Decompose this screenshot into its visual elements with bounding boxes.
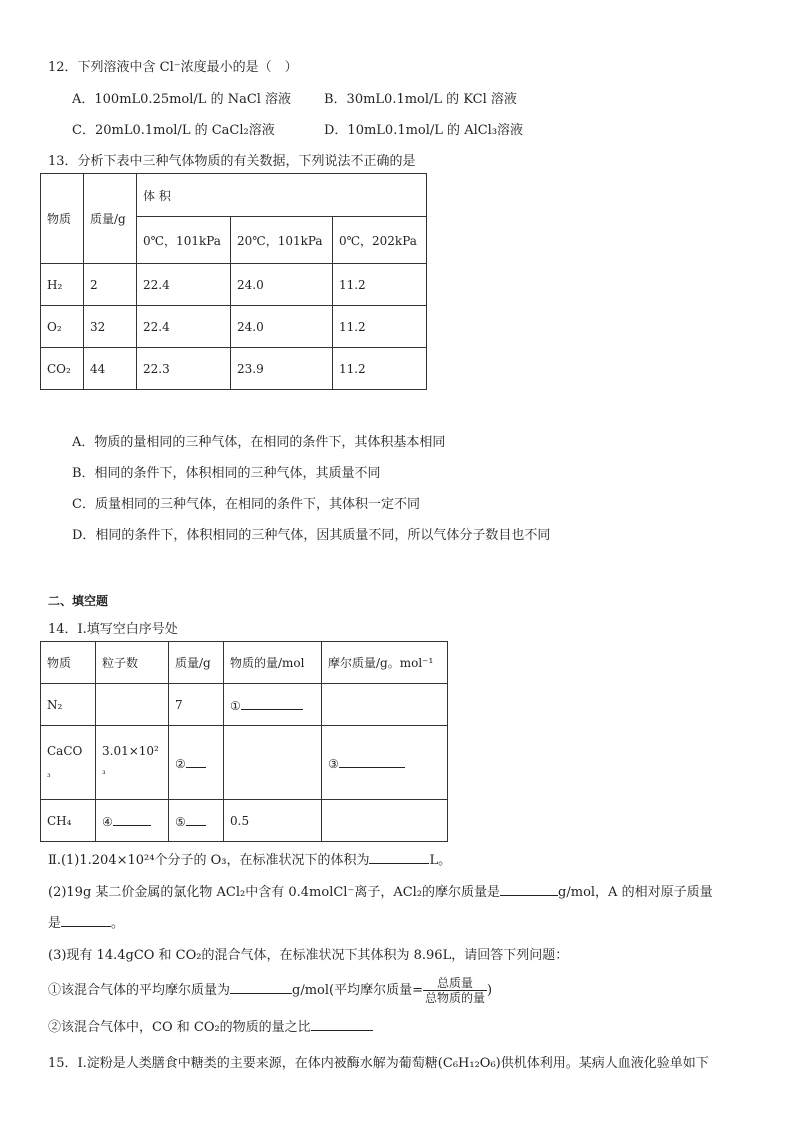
q14-header-molar-mass: 摩尔质量/g。mol⁻¹	[322, 642, 448, 684]
q14-part2-3-1-text-b: g/mol(平均摩尔质量=	[292, 983, 423, 998]
q13-header-mass: 质量/g	[84, 174, 137, 264]
blank-line	[186, 813, 206, 826]
q13-header-substance: 物质	[41, 174, 84, 264]
caco3-sub: ₃	[47, 769, 51, 780]
blank-3-label: ③	[328, 756, 339, 771]
q14-header-particles: 粒子数	[96, 642, 169, 684]
q14-table	[40, 641, 448, 842]
caco3-particles: 3.01×10²	[102, 743, 159, 758]
q14-part2-2-text-d: 。	[111, 916, 125, 931]
row-mass: 2	[84, 264, 137, 306]
q14-part2-3-1-text: ①该混合气体的平均摩尔质量为	[48, 983, 231, 998]
row-v2: 24.0	[231, 264, 333, 306]
table-row	[41, 264, 427, 306]
row-v1: 22.4	[137, 306, 231, 348]
q14-header-substance: 物质	[41, 642, 96, 684]
table-row	[41, 684, 448, 726]
caco3-name-cell	[41, 726, 96, 800]
q14-part2-3-1	[48, 976, 492, 1006]
q14-part2-1-text: Ⅱ.(1)1.204×10²⁴个分子的 O₃，在标准状况下的体积为	[48, 853, 370, 868]
q14-part2-3: (3)现有 14.4gCO 和 CO₂的混合气体，在标准状况下其体积为 8.96L，请回答下列问题：	[48, 948, 569, 963]
section-title: 二、填空题	[48, 594, 109, 608]
row-v3: 11.2	[332, 348, 426, 390]
q14-part2-3-2-text: ②该混合气体中，CO 和 CO₂的物质的量之比	[48, 1020, 311, 1035]
answer-blank[interactable]	[230, 981, 292, 994]
q14-part2-2-cont	[48, 912, 124, 931]
blank-2-label: ②	[175, 756, 186, 771]
fraction-numerator: 总质量	[423, 976, 487, 991]
q13-option-b: B．相同的条件下，体积相同的三种气体，其质量不同	[72, 466, 381, 481]
q12-option-d: D．10mL0.1mol/L 的 AlCl₃溶液	[324, 123, 524, 138]
fraction	[423, 976, 487, 1005]
row-substance: O₂	[41, 306, 84, 348]
q14-part2-2-text: (2)19g 某二价金属的氯化物 ACl₂中含有 0.4molCl⁻离子，ACl₂的摩尔质量是	[48, 885, 501, 900]
ch4-name: CH₄	[41, 800, 96, 842]
answer-blank[interactable]	[500, 883, 558, 896]
blank-1[interactable]	[224, 684, 322, 726]
blank-1-label: ①	[230, 698, 241, 713]
q15-stem: 15．I.淀粉是人类膳食中糖类的主要来源，在体内被酶水解为葡萄糖(C₆H₁₂O₆)供机体利用。某病人血液化验单如下	[48, 1056, 709, 1071]
answer-blank[interactable]	[311, 1018, 373, 1031]
row-v3: 11.2	[332, 264, 426, 306]
n2-particles	[96, 684, 169, 726]
table-row	[41, 800, 448, 842]
table-row	[41, 726, 448, 800]
q13-option-d: D．相同的条件下，体积相同的三种气体，因其质量不同，所以气体分子数目也不同	[72, 528, 551, 543]
blank-4[interactable]	[96, 800, 169, 842]
table-row	[41, 642, 448, 684]
q13-header-volume: 体 积	[137, 174, 427, 217]
q14-part2-3-2	[48, 1016, 373, 1035]
table-row	[41, 306, 427, 348]
answer-blank[interactable]	[61, 914, 111, 927]
q12-option-a: A．100mL0.25mol/L 的 NaCl 溶液	[72, 92, 292, 107]
q14-part2-3-1-close: )	[487, 983, 493, 998]
blank-5[interactable]	[169, 800, 224, 842]
q14-stem: 14．Ⅰ.填写空白序号处	[48, 622, 178, 637]
blank-5-label: ⑤	[175, 814, 186, 829]
q12-option-b: B．30mL0.1mol/L 的 KCl 溶液	[324, 92, 517, 107]
q14-header-moles: 物质的量/mol	[224, 642, 322, 684]
q14-part2-1-unit: L。	[429, 853, 452, 868]
row-v1: 22.4	[137, 264, 231, 306]
n2-mass: 7	[169, 684, 224, 726]
caco3-particles-cell	[96, 726, 169, 800]
blank-line	[186, 755, 206, 768]
caco3-moles	[224, 726, 322, 800]
blank-4-label: ④	[102, 814, 113, 829]
q14-header-mass: 质量/g	[169, 642, 224, 684]
q13-option-a: A．物质的量相同的三种气体，在相同的条件下，其体积基本相同	[72, 435, 446, 450]
blank-3[interactable]	[322, 726, 448, 800]
n2-molar-mass	[322, 684, 448, 726]
q13-cond-2: 20℃，101kPa	[231, 217, 333, 264]
answer-blank[interactable]	[369, 851, 429, 864]
blank-line	[113, 813, 151, 826]
q14-part2-2-text-c: 是	[48, 916, 62, 931]
caco3-particles-cont: ³	[102, 769, 106, 780]
q14-part2-2-text-b: g/mol，A 的相对原子质量	[558, 885, 713, 900]
ch4-molar-mass	[322, 800, 448, 842]
caco3-name: CaCO	[47, 743, 83, 758]
ch4-moles: 0.5	[224, 800, 322, 842]
row-substance: CO₂	[41, 348, 84, 390]
q14-part2-2	[48, 881, 713, 900]
q13-cond-3: 0℃，202kPa	[332, 217, 426, 264]
q13-option-c: C．质量相同的三种气体，在相同的条件下，其体积一定不同	[72, 497, 420, 512]
q14-part2-1	[48, 849, 451, 868]
row-v2: 23.9	[231, 348, 333, 390]
row-v1: 22.3	[137, 348, 231, 390]
q12-stem: 12．下列溶液中含 Cl⁻浓度最小的是（ ）	[48, 60, 298, 75]
n2-name: N₂	[41, 684, 96, 726]
blank-2[interactable]	[169, 726, 224, 800]
row-v2: 24.0	[231, 306, 333, 348]
row-mass: 44	[84, 348, 137, 390]
q13-table	[40, 173, 427, 390]
row-mass: 32	[84, 306, 137, 348]
row-v3: 11.2	[332, 306, 426, 348]
blank-line	[241, 697, 303, 710]
q13-stem: 13．分析下表中三种气体物质的有关数据，下列说法不正确的是	[48, 154, 416, 169]
row-substance: H₂	[41, 264, 84, 306]
fraction-denominator: 总物质的量	[425, 991, 486, 1005]
table-row	[41, 348, 427, 390]
q13-cond-1: 0℃，101kPa	[137, 217, 231, 264]
q12-option-c: C．20mL0.1mol/L 的 CaCl₂溶液	[72, 123, 275, 138]
blank-line	[339, 755, 405, 768]
